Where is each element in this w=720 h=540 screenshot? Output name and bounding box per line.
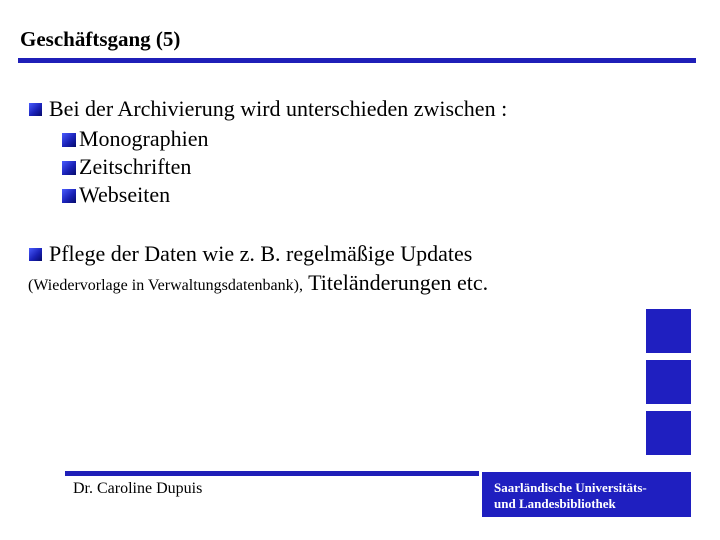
library-name-line2: und Landesbibliothek (494, 496, 616, 511)
sub-bullet-text: Webseiten (79, 182, 171, 207)
square-bullet-icon (29, 103, 42, 116)
pflege-detail-big: Titeländerungen etc. (302, 270, 489, 295)
decorative-square (646, 411, 691, 455)
footer-author: Dr. Caroline Dupuis (73, 480, 203, 497)
square-bullet-icon (29, 248, 42, 261)
pflege-detail-small: (Wiedervorlage in Verwaltungsdatenbank), (28, 277, 303, 294)
pflege-detail-line (28, 270, 488, 296)
title-divider (18, 58, 696, 63)
square-bullet-icon (62, 161, 76, 175)
slide-title: Geschäftsgang (5) (20, 27, 181, 51)
sub-bullet-text: Zeitschriften (79, 154, 192, 179)
decorative-square (646, 309, 691, 353)
bullet-text: Pflege der Daten wie z. B. regelmäßige Updates (49, 241, 473, 266)
square-bullet-icon (62, 189, 76, 203)
library-badge (482, 472, 691, 517)
bullet-text: Bei der Archivierung wird unterschieden zwischen : (49, 96, 508, 121)
decorative-square (646, 360, 691, 404)
sub-bullet-text: Monographien (79, 126, 209, 151)
library-name-line1: Saarländische Universitäts- (494, 480, 647, 495)
square-bullet-icon (62, 133, 76, 147)
footer-divider (65, 471, 479, 476)
